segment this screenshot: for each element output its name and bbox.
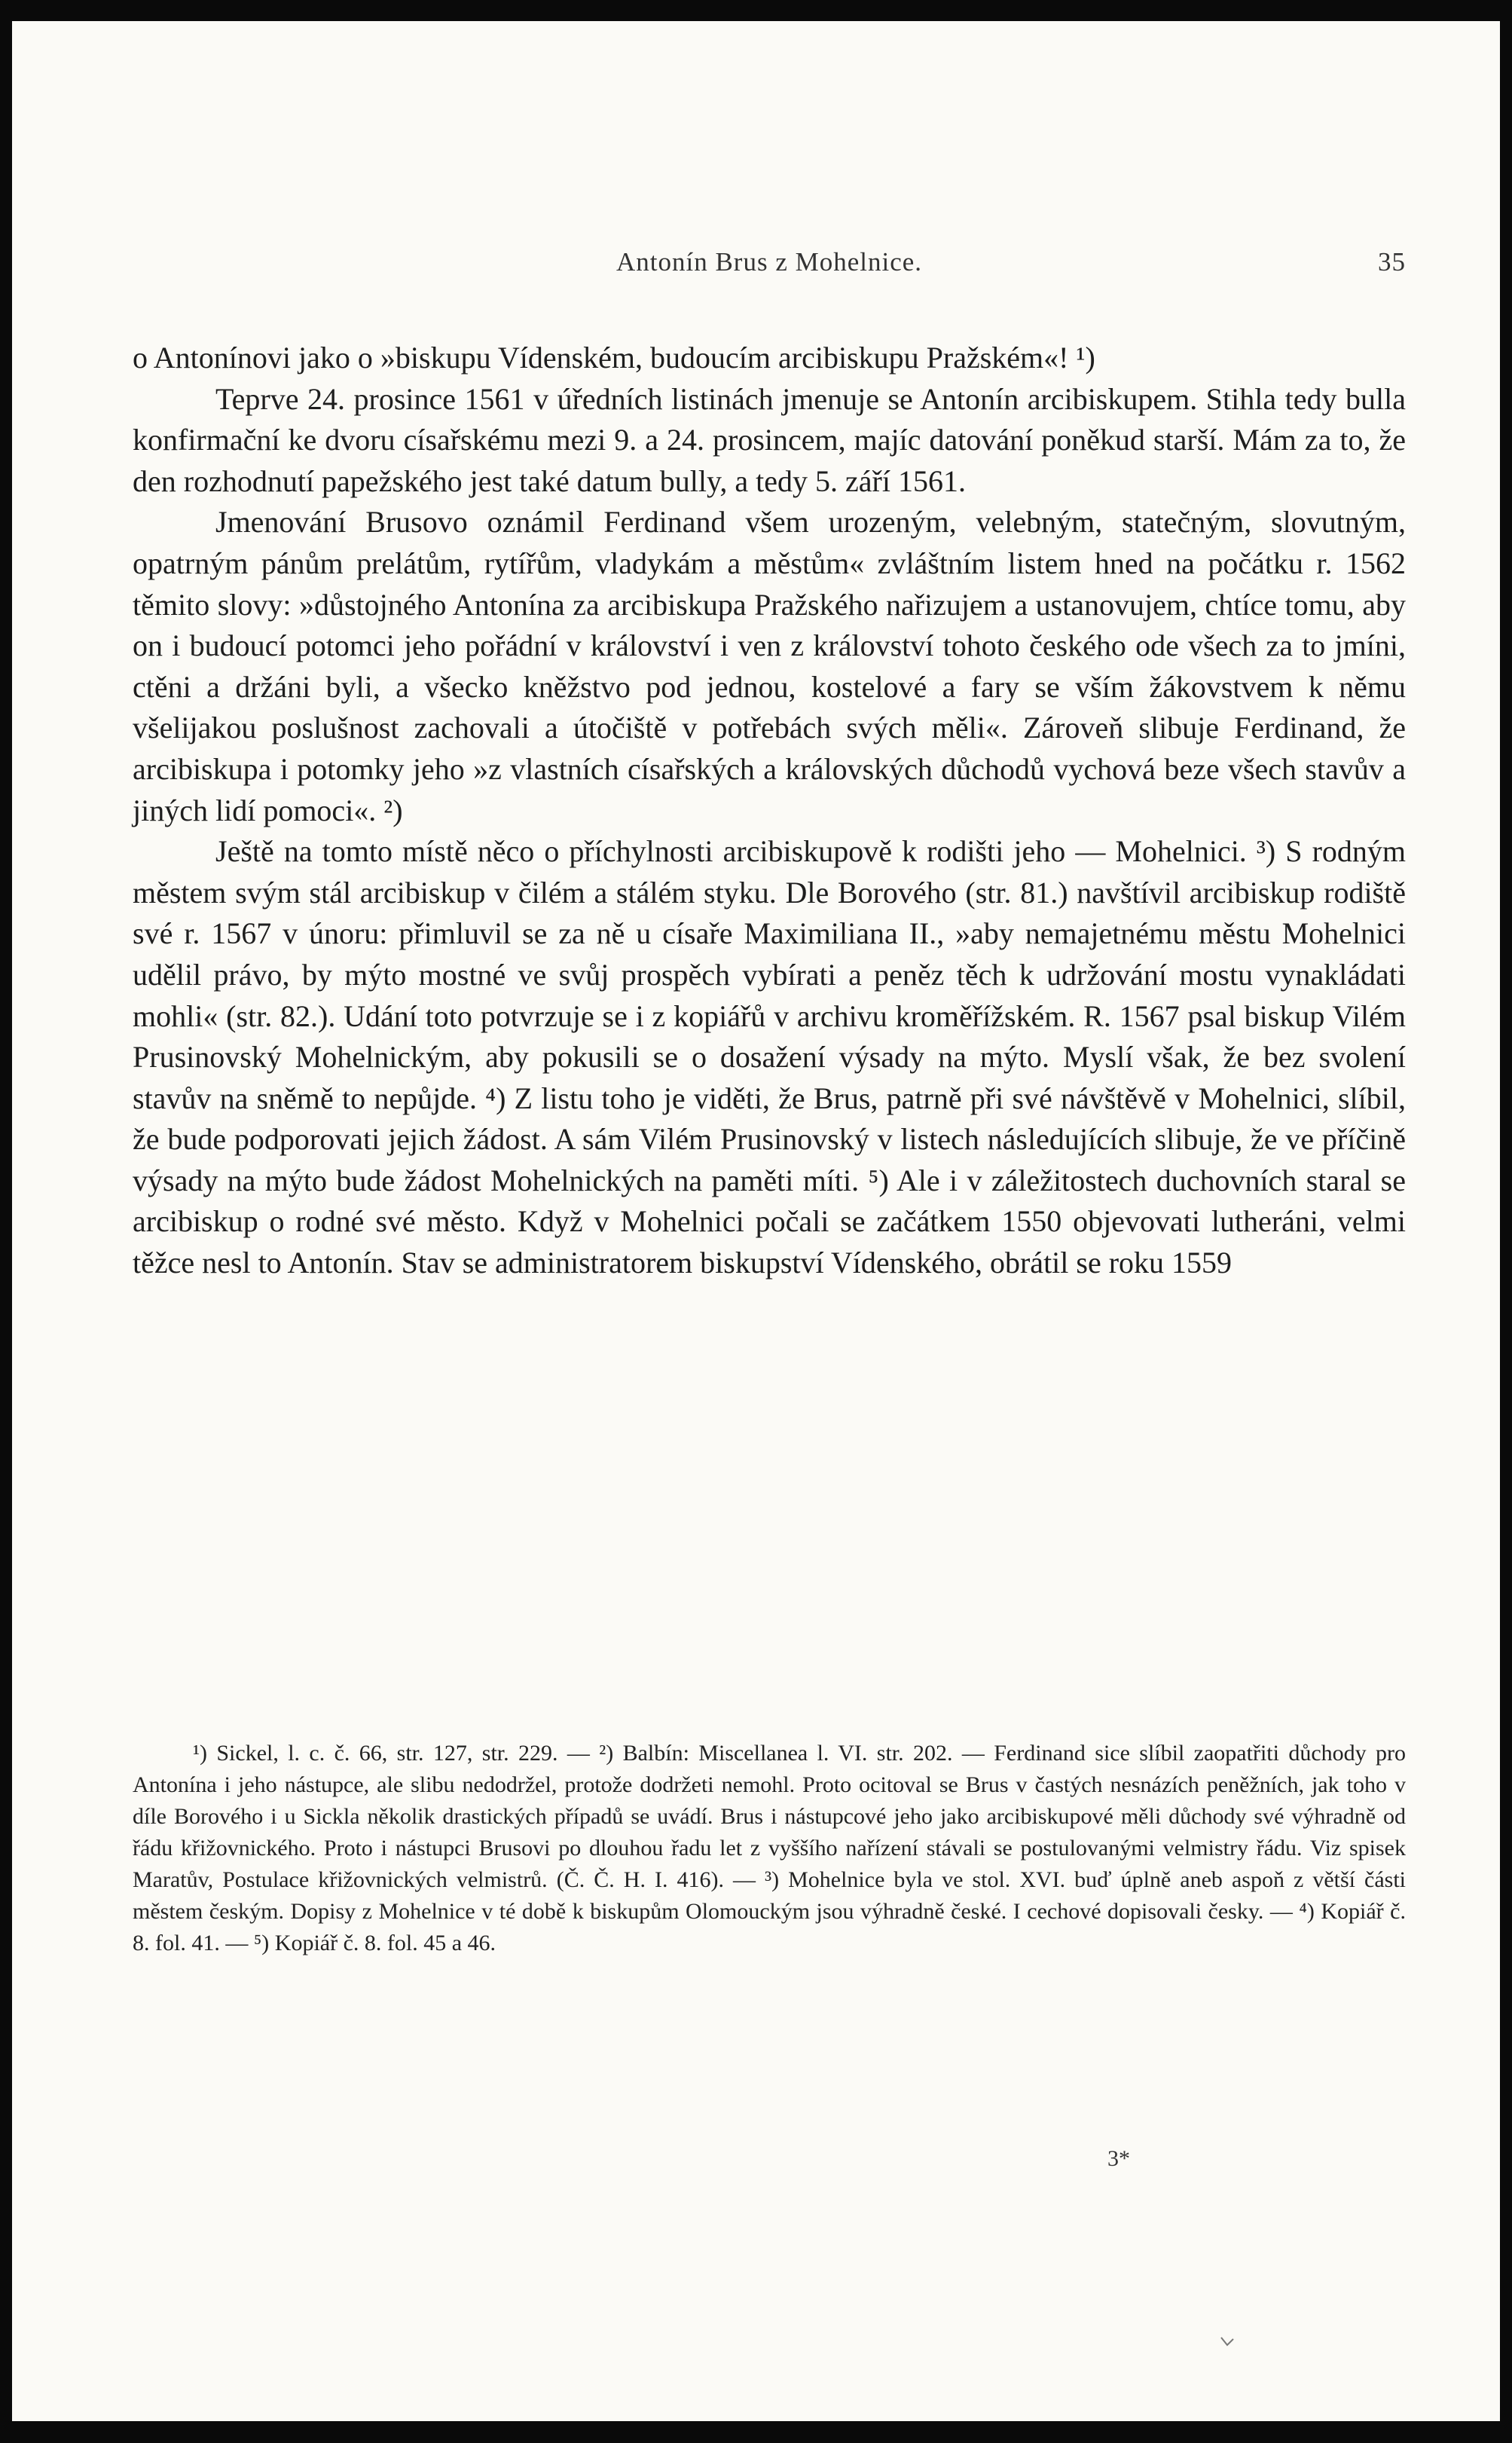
running-title: Antonín Brus z Mohelnice. [615, 247, 923, 277]
footnotes [133, 1738, 1406, 1959]
paragraph-1: o Antonínovi jako o »biskupu Vídenském, budoucím arcibiskupu Pražském«! ¹) [133, 341, 1095, 375]
paragraph-3: Jmenování Brusovo oznámil Ferdinand všem urozeným, velebným, statečným, slovutným, opatrným pánům prelátům, rytířům, vladykám a městům« zvláštním listem hned na počátku r. 1562 těmito slovy: »důstojného Antonína za arcibiskupa Pražského nařizujem a ustanovujem, chtíce tomu, aby on i budoucí potomci jeho pořádní v království i ven z království tohoto českého ode všech za to jmíni, ctěni a držáni byli, a všecko kněžstvo pod jednou, kostelové a fary se vším žákovstvem k němu všelijakou poslušnost zachovali a útočiště v potřebách svých měli«. Zároveň slibuje Ferdinand, že arcibiskupa i potomky jeho »z vlastních císařských a královských důchodů vychová beze všech stavův a jiných lidí pomoci«. ²) [133, 505, 1406, 827]
paragraph-2: Teprve 24. prosince 1561 v úředních listinách jmenuje se Antonín arcibiskupem. Stihla tedy bulla konfirmační ke dvoru císařskému mezi 9. a 24. prosincem, majíc datování poněkud starší. Mám za to, že den rozhodnutí papežského jest také datum bully, a tedy 5. září 1561. [133, 381, 1406, 498]
paragraph-4: Ještě na tomto místě něco o příchylnosti arcibiskupově k rodišti jeho — Mohelnici. ³) S rodným městem svým stál arcibiskup v čilém a stálém styku. Dle Borového (str. 81.) navštívil arcibiskup rodiště své r. 1567 v únoru: přimluvil se za ně u císaře Maximiliana II., »aby nemajetnému městu Mohelnici udělil právo, by mýto mostné ve svůj prospěch vybírati a peněz těch k udržování mostu vynakládati mohli« (str. 82.). Udání toto potvrzuje se i z kopiářů v archivu kroměřížském. R. 1567 psal biskup Vilém Prusinovský Mohelnickým, aby pokusili se o dosažení výsady na mýto. Myslí však, že bez svolení stavův na sněmě to nepůjde. ⁴) Z listu toho je viděti, že Brus, patrně při své návštěvě v Mohelnici, slíbil, že bude podporovati jejich žádost. A sám Vilém Prusinovský v listech následujících slibuje, že ve příčině výsady na mýto bude žádost Mohelnických na paměti míti. ⁵) Ale i v záležitostech duchovních staral se arcibiskup o rodné své město. Když v Mohelnici počali se začátkem 1550 objevovati lutheráni, velmi těžce nesl to Antonín. Stav se administratorem biskupství Vídenského, obrátil se roku 1559 [133, 834, 1406, 1280]
signature-mark: 3* [1107, 2146, 1130, 2171]
scan-mark-icon [1220, 2336, 1234, 2347]
page-number: 35 [1378, 247, 1406, 277]
footnote-text: ¹) Sickel, l. c. č. 66, str. 127, str. 229. — ²) Balbín: Miscellanea l. VI. str. 202. — Ferdinand sice slíbil zaopatřiti důchody pro Antonína i jeho nástupce, ale slibu nedodržel, protože dodržeti nemohl. Proto ocitoval se Brus v častých nesnázích peněžních, jak toho v díle Borového i u Sickla několik drastických případů se uvádí. Brus i nástupcové jeho jako arcibiskupové měli důchody své výhradně od řádu křižovnického. Proto i nástupci Brusovi po dlouhou řadu let z vyššího nařízení stávali se postulovanými velmistry řádu. Viz spisek Maratův, Postulace křižovnických velmistrů. (Č. Č. H. I. 416). — ³) Mohelnice byla ve stol. XVI. buď úplně aneb aspoň z větší části městem českým. Dopisy z Mohelnice v té době k biskupům Olomouckým jsou výhradně české. I cechové dopisovali česky. — ⁴) Kopiář č. 8. fol. 41. — ⁵) Kopiář č. 8. fol. 45 a 46. [133, 1741, 1406, 1955]
book-page [12, 21, 1500, 2421]
main-text [133, 338, 1406, 1284]
